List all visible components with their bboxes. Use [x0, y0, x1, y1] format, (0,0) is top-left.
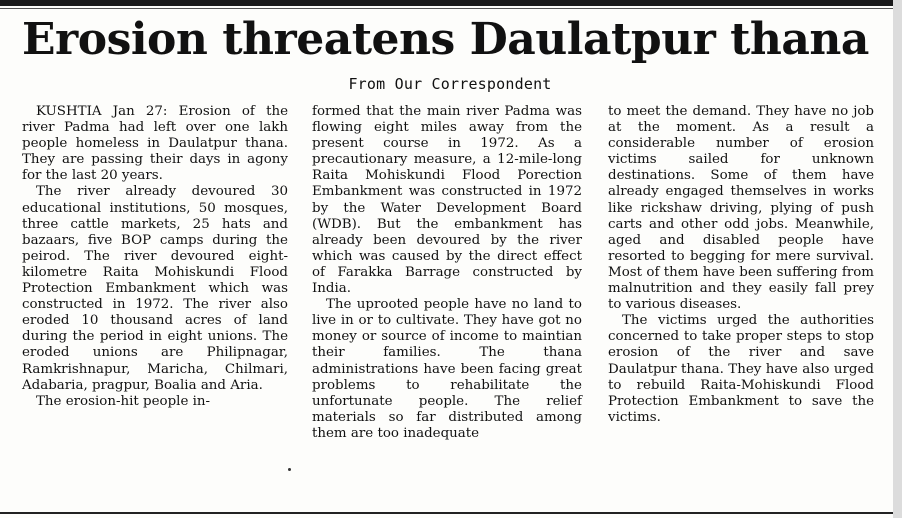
continuation-dot	[288, 468, 291, 471]
paragraph: KUSHTIA Jan 27: Erosion of the river Padma had left over one lakh people homeless in Daulatpur thana. They are passing their days in agony for the last 20 years.	[22, 104, 288, 184]
article-column-2	[312, 104, 582, 442]
paragraph: The uprooted people have no land to live in or to cultivate. They have got no money or source of income to maintian their families. The thana administrations have been facing great problems to rehabilitate the unfortunate people. The relief materials so far distributed among them are too inadequate	[312, 297, 582, 441]
article-column-1	[22, 104, 288, 410]
paragraph: The river already devoured 30 educational institutions, 50 mosques, three cattle markets, 25 hats and bazaars, five BOP camps during the peirod. The river devoured eight-kilometre Raita Mohiskundi Flood Protection Embankment which was constructed in 1972. The river also eroded 10 thousand acres of land during the period in eight unions. The eroded unions are Philipnagar, Ramkrishnapur, Maricha, Chilmari, Adabaria, pragpur, Boalia and Aria.	[22, 184, 288, 393]
top-border-rule	[0, 0, 902, 6]
paragraph: to meet the demand. They have no job at the moment. As a result a considerable number of erosion victims sailed for unknown destinations. Some of them have already engaged themselves in works like rickshaw driving, plying of push carts and other odd jobs. Meanwhile, aged and disabled people have resorted to begging for mere survival. Most of them have been suffering from malnutrition and they easily fall prey to various diseases.	[608, 104, 874, 313]
bottom-border-rule	[0, 512, 893, 514]
paragraph: The victims urged the authorities concerned to take proper steps to stop erosion of the river and save Daulatpur thana. They have also urged to rebuild Raita-Mohiskundi Flood Protection Embankment to save the victims.	[608, 313, 874, 425]
article-byline: From Our Correspondent	[348, 75, 552, 93]
article-headline: Erosion threatens Daulatpur thana	[22, 14, 869, 65]
top-thin-rule	[0, 8, 902, 9]
paragraph: The erosion-hit people in-	[36, 393, 211, 409]
scan-edge	[893, 0, 902, 518]
article-column-3	[608, 104, 874, 426]
paragraph: formed that the main river Padma was flowing eight miles away from the present course in 1972. As a precautionary measure, a 12-mile-long Raita Mohiskundi Flood Porection Embankment was constructed in 1972 by the Water Development Board (WDB). But the embankment has already been devoured by the river which was caused by the direct effect of Farakka Barrage constructed by India.	[312, 104, 582, 297]
